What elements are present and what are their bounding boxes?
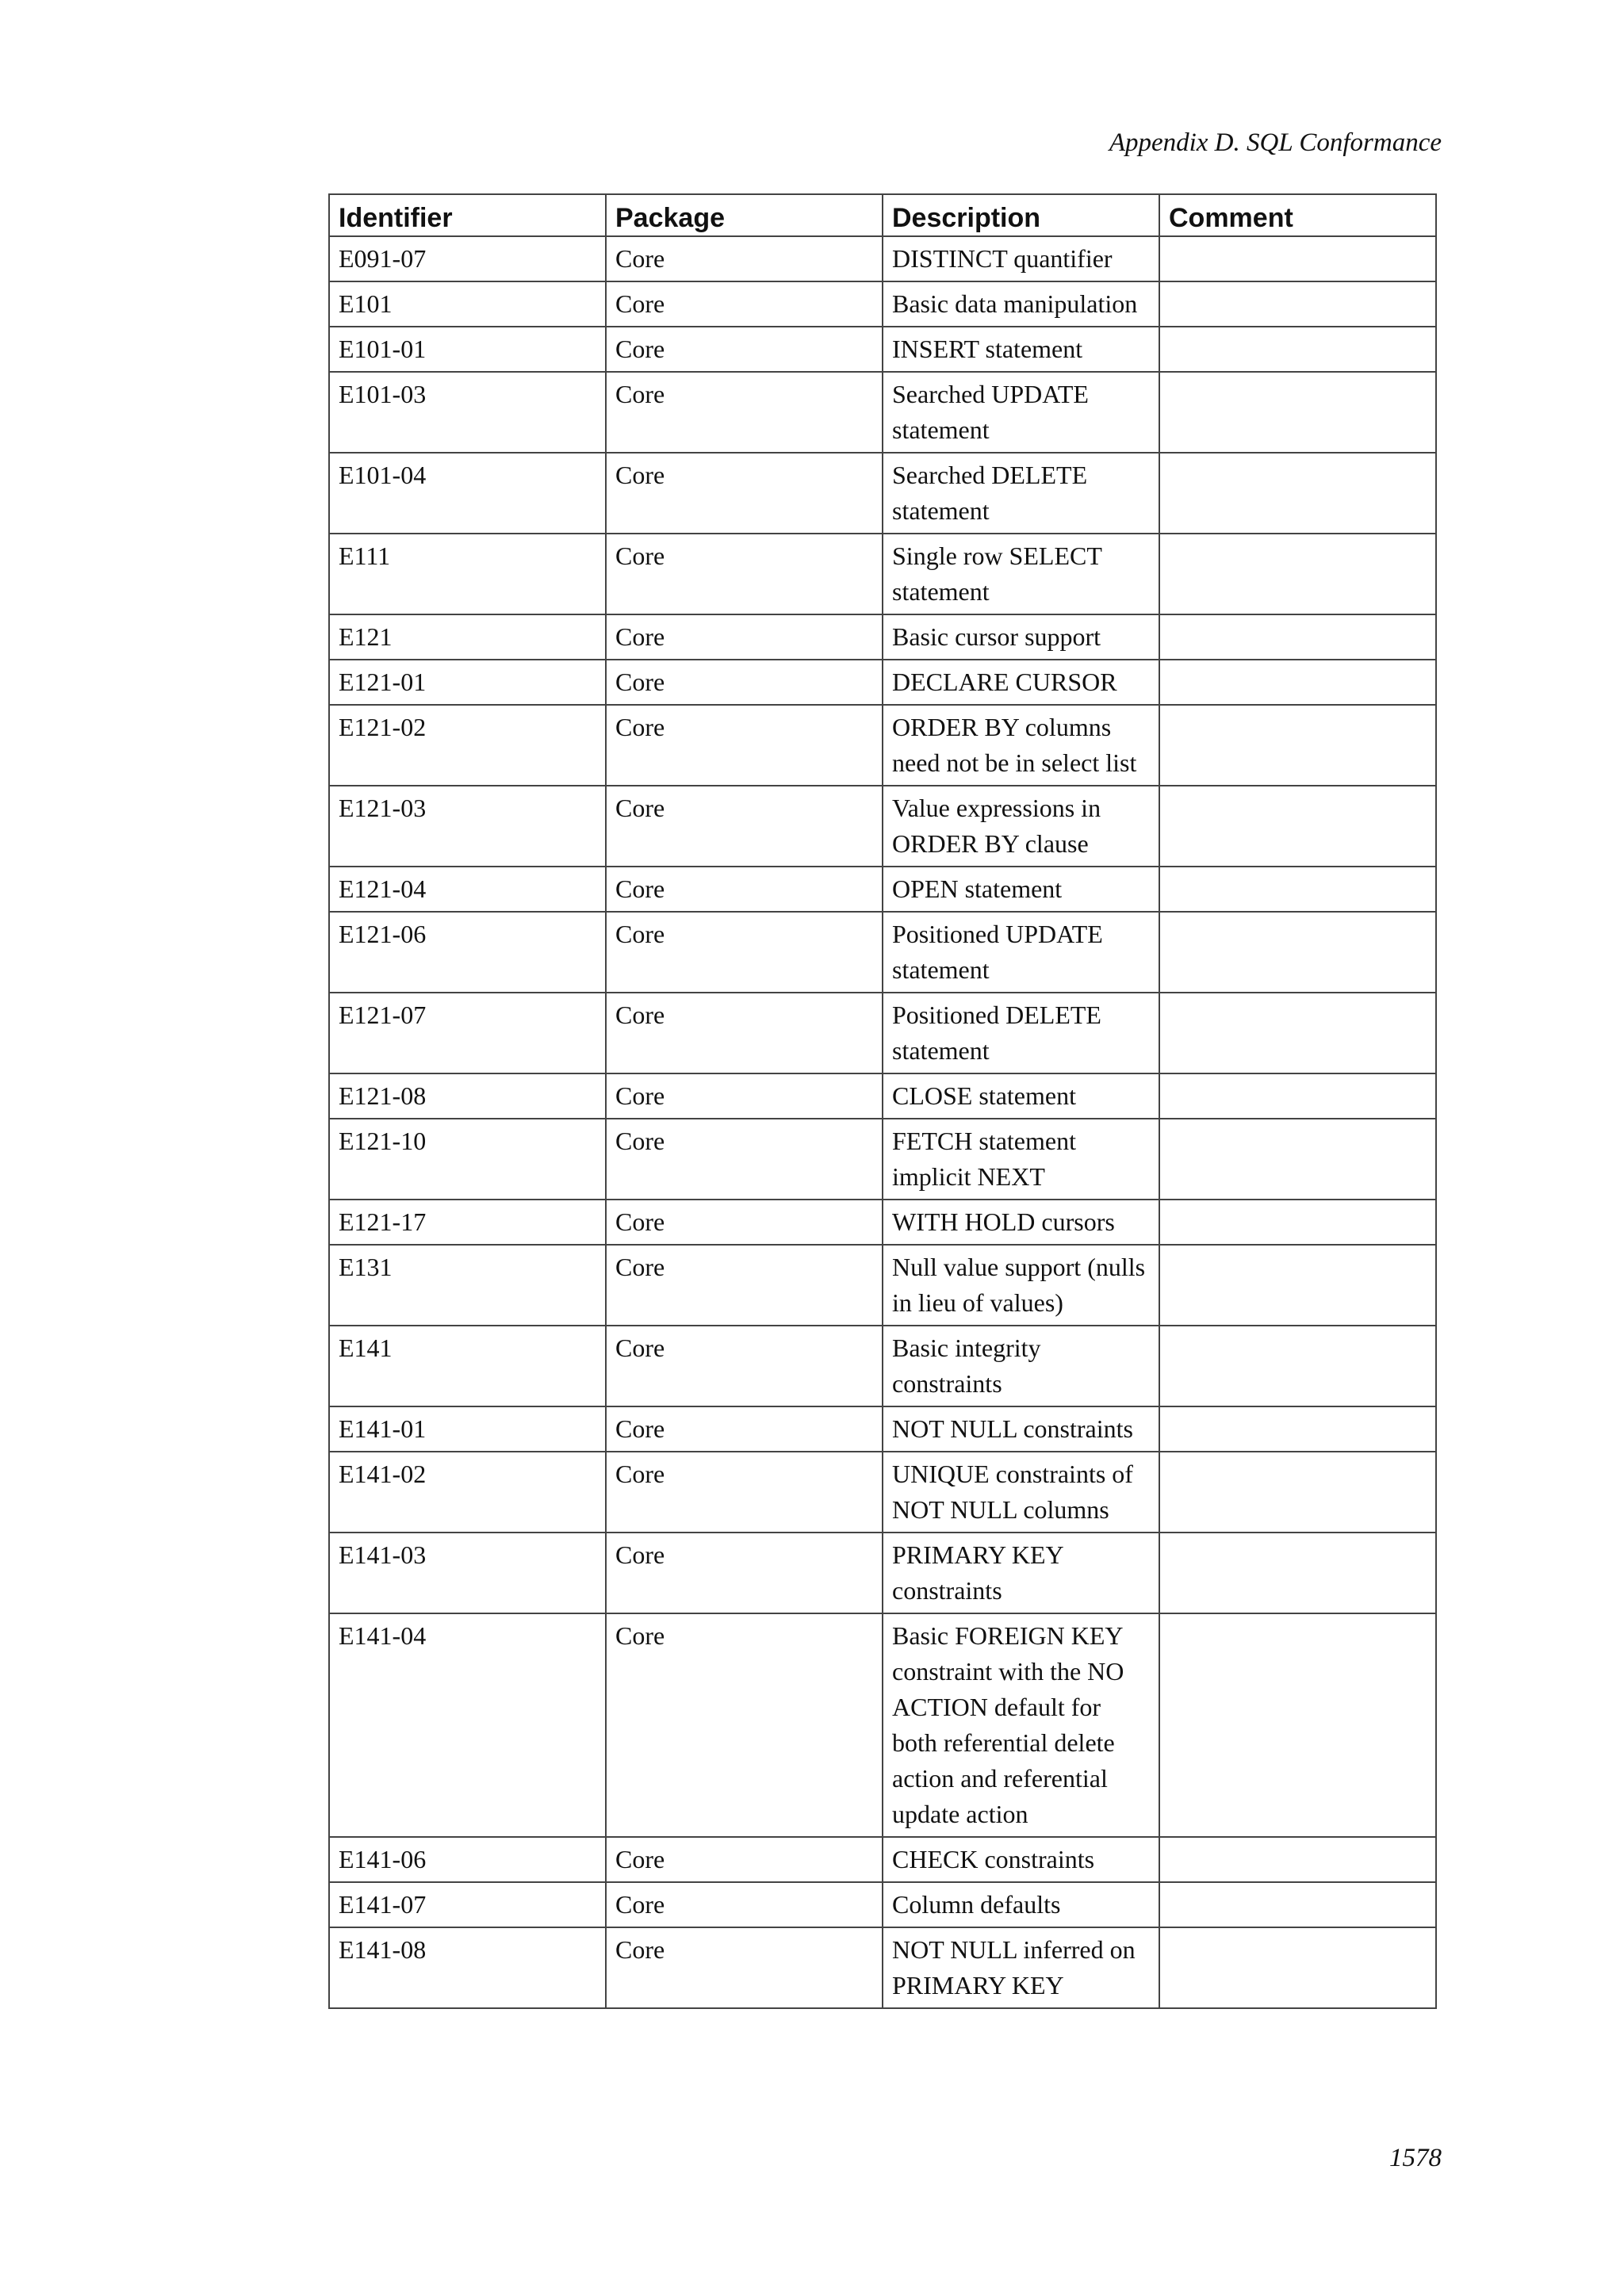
cell-description: ORDER BY columns need not be in select list <box>883 705 1159 786</box>
cell-comment <box>1159 281 1436 327</box>
cell-comment <box>1159 786 1436 867</box>
cell-description: PRIMARY KEY constraints <box>883 1533 1159 1613</box>
table-row <box>329 1882 1436 1927</box>
table-row <box>329 912 1436 993</box>
cell-identifier: E121-01 <box>329 660 606 705</box>
cell-description: Null value support (nulls in lieu of values) <box>883 1245 1159 1326</box>
cell-comment <box>1159 1837 1436 1882</box>
cell-comment <box>1159 867 1436 912</box>
cell-package: Core <box>606 614 883 660</box>
cell-identifier: E141 <box>329 1326 606 1406</box>
cell-comment <box>1159 1406 1436 1452</box>
table-row <box>329 1406 1436 1452</box>
table-row <box>329 993 1436 1073</box>
cell-comment <box>1159 1882 1436 1927</box>
cell-package: Core <box>606 1927 883 2008</box>
cell-package: Core <box>606 1406 883 1452</box>
cell-identifier: E141-06 <box>329 1837 606 1882</box>
table-row <box>329 1452 1436 1533</box>
cell-description: Positioned UPDATE statement <box>883 912 1159 993</box>
cell-package: Core <box>606 993 883 1073</box>
cell-comment <box>1159 453 1436 534</box>
table-row <box>329 660 1436 705</box>
table-row <box>329 867 1436 912</box>
cell-comment <box>1159 1613 1436 1837</box>
cell-package: Core <box>606 372 883 453</box>
cell-identifier: E131 <box>329 1245 606 1326</box>
table-row <box>329 1200 1436 1245</box>
cell-identifier: E141-03 <box>329 1533 606 1613</box>
cell-package: Core <box>606 453 883 534</box>
cell-comment <box>1159 1073 1436 1119</box>
cell-identifier: E101-01 <box>329 327 606 372</box>
cell-identifier: E141-01 <box>329 1406 606 1452</box>
cell-package: Core <box>606 1326 883 1406</box>
conformance-table-container <box>328 193 1435 2009</box>
cell-package: Core <box>606 867 883 912</box>
cell-comment <box>1159 372 1436 453</box>
cell-comment <box>1159 705 1436 786</box>
cell-comment <box>1159 1452 1436 1533</box>
column-header-comment: Comment <box>1159 194 1436 236</box>
page-number: 1578 <box>1389 2144 1442 2172</box>
cell-identifier: E121-03 <box>329 786 606 867</box>
cell-package: Core <box>606 1245 883 1326</box>
cell-package: Core <box>606 534 883 614</box>
cell-comment <box>1159 1119 1436 1200</box>
table-row <box>329 614 1436 660</box>
cell-comment <box>1159 912 1436 993</box>
table-row <box>329 1119 1436 1200</box>
cell-description: CHECK constraints <box>883 1837 1159 1882</box>
cell-identifier: E141-08 <box>329 1927 606 2008</box>
cell-description: Searched UPDATE statement <box>883 372 1159 453</box>
cell-identifier: E121-10 <box>329 1119 606 1200</box>
cell-description: DECLARE CURSOR <box>883 660 1159 705</box>
cell-identifier: E121-07 <box>329 993 606 1073</box>
cell-description: INSERT statement <box>883 327 1159 372</box>
cell-package: Core <box>606 1119 883 1200</box>
cell-description: Column defaults <box>883 1882 1159 1927</box>
cell-identifier: E101-03 <box>329 372 606 453</box>
cell-description: CLOSE statement <box>883 1073 1159 1119</box>
cell-identifier: E121-08 <box>329 1073 606 1119</box>
cell-identifier: E121-04 <box>329 867 606 912</box>
cell-identifier: E121 <box>329 614 606 660</box>
cell-package: Core <box>606 1882 883 1927</box>
cell-comment <box>1159 236 1436 281</box>
table-row <box>329 1927 1436 2008</box>
cell-comment <box>1159 1245 1436 1326</box>
cell-comment <box>1159 1326 1436 1406</box>
cell-description: NOT NULL inferred on PRIMARY KEY <box>883 1927 1159 2008</box>
column-header-identifier: Identifier <box>329 194 606 236</box>
cell-identifier: E121-17 <box>329 1200 606 1245</box>
cell-description: DISTINCT quantifier <box>883 236 1159 281</box>
cell-identifier: E091-07 <box>329 236 606 281</box>
cell-identifier: E141-04 <box>329 1613 606 1837</box>
table-row <box>329 1837 1436 1882</box>
cell-description: OPEN statement <box>883 867 1159 912</box>
table-row <box>329 1613 1436 1837</box>
table-row <box>329 1326 1436 1406</box>
cell-package: Core <box>606 705 883 786</box>
cell-package: Core <box>606 912 883 993</box>
cell-comment <box>1159 327 1436 372</box>
table-body <box>329 236 1436 2008</box>
cell-comment <box>1159 993 1436 1073</box>
cell-description: Basic data manipulation <box>883 281 1159 327</box>
cell-identifier: E121-02 <box>329 705 606 786</box>
running-header: Appendix D. SQL Conformance <box>1109 128 1442 157</box>
cell-package: Core <box>606 786 883 867</box>
cell-identifier: E101-04 <box>329 453 606 534</box>
cell-package: Core <box>606 236 883 281</box>
cell-identifier: E141-02 <box>329 1452 606 1533</box>
table-row <box>329 534 1436 614</box>
cell-identifier: E101 <box>329 281 606 327</box>
table-row <box>329 372 1436 453</box>
cell-package: Core <box>606 1073 883 1119</box>
cell-comment <box>1159 1927 1436 2008</box>
cell-description: Basic FOREIGN KEY constraint with the NO ACTION default for both referential delete action and referential update action <box>883 1613 1159 1837</box>
table-row <box>329 281 1436 327</box>
cell-package: Core <box>606 1200 883 1245</box>
table-row <box>329 236 1436 281</box>
table-row <box>329 705 1436 786</box>
cell-package: Core <box>606 327 883 372</box>
cell-description: Searched DELETE statement <box>883 453 1159 534</box>
cell-package: Core <box>606 1452 883 1533</box>
table-row <box>329 1073 1436 1119</box>
cell-package: Core <box>606 660 883 705</box>
table-row <box>329 786 1436 867</box>
table-header-row <box>329 194 1436 236</box>
column-header-description: Description <box>883 194 1159 236</box>
cell-package: Core <box>606 1837 883 1882</box>
cell-comment <box>1159 660 1436 705</box>
cell-comment <box>1159 534 1436 614</box>
table-row <box>329 453 1436 534</box>
cell-description: Basic cursor support <box>883 614 1159 660</box>
cell-comment <box>1159 614 1436 660</box>
table-row <box>329 327 1436 372</box>
table-row <box>329 1245 1436 1326</box>
cell-identifier: E121-06 <box>329 912 606 993</box>
cell-description: Basic integrity constraints <box>883 1326 1159 1406</box>
sql-conformance-table <box>328 193 1437 2009</box>
cell-package: Core <box>606 1533 883 1613</box>
cell-description: Value expressions in ORDER BY clause <box>883 786 1159 867</box>
cell-package: Core <box>606 1613 883 1837</box>
cell-description: WITH HOLD cursors <box>883 1200 1159 1245</box>
cell-identifier: E111 <box>329 534 606 614</box>
table-row <box>329 1533 1436 1613</box>
cell-comment <box>1159 1200 1436 1245</box>
cell-package: Core <box>606 281 883 327</box>
cell-comment <box>1159 1533 1436 1613</box>
cell-identifier: E141-07 <box>329 1882 606 1927</box>
cell-description: FETCH statement implicit NEXT <box>883 1119 1159 1200</box>
cell-description: NOT NULL constraints <box>883 1406 1159 1452</box>
cell-description: Single row SELECT statement <box>883 534 1159 614</box>
column-header-package: Package <box>606 194 883 236</box>
cell-description: UNIQUE constraints of NOT NULL columns <box>883 1452 1159 1533</box>
cell-description: Positioned DELETE statement <box>883 993 1159 1073</box>
